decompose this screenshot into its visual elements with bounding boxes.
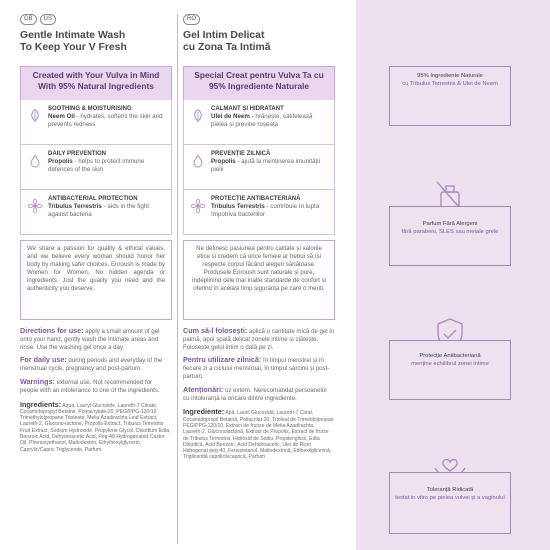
lead-banner: Created with Your Vulva in Mind With 95% Natural Ingredients [20,66,172,100]
claim-antibacterial-protection: Protecție Antibacteriană menține echilibrul zonei intime [389,340,511,400]
benefit-item: CALMANT ȘI HIDRATANT Ulei de Neem - hrănește, catifelează pielea și previne roșeața [183,100,335,145]
usage-instructions: Cum să-l folosești: aplică o cantitate mică de gel în palmă, apoi spală delicat zonele intime și clătește. Folosește gelul intim o dată pe zi. Pentru utilizare zilnică: în timpul menstrei și în fiecare zi a ciclului menstrual, în timpul sarcinii și post-partum. Atenționări: uz extern. Nerecomandat persoanelor cu intoleranță la oricare dintre ingrediente. [183,326,335,402]
benefit-item: PROTECȚIE ANTIBACTERIANĂ Tribulus Terrestris - contribuie în lupta împotriva bacteriilor [183,190,335,235]
ingredients-list: Ingrediente: Apă, Lauril Glucozidă, Laureth-7 Citrat, Cocamidopropil Betaină, Poliacrilat-20, Trioleat de Trimetilolpropan PEG/PPG-120/10, Extract de frunze de Melia Azadirachta, Laureth-2, Gluconolactonă, Extract de Propolis, Extract de fructe de Tribulus Terrestris, Hidroxid de Sodiu, Propilenglicol, Edta Disodică, Acid Benzoic, Acid Dehidroacetic, Ulei de Ricin Hidrogenat peg-40, Fenoxietanol, Maltodextrină, Etilhexilglicerină, Trigliceridă caprilică/caprică, Parfum [183,407,334,461]
flag-ro: RO [183,14,200,25]
leaf-icon [25,105,45,140]
benefit-item: ANTIBACTERIAL PROTECTION Tribulus Terrestris - aids in the fight against bacteria [20,190,172,235]
claim-natural-ingredients: 95% Ingrediente Naturale cu Tribulus Terrestris & Ulei de Neem [389,66,511,126]
benefit-item: PREVENȚIE ZILNICĂ Propolis - ajută la menținerea imunității pielii [183,145,335,190]
mission-statement: We share a passion for quality & ethical values, and we believe every woman should honor her body by making safer choices. Enroush is made by Women for Women. No hidden agenda or ingredients. Just the quality you need and the authenticity you deserve. [20,240,172,320]
leaf-icon [188,105,208,140]
english-column [20,14,172,453]
flag-gb: GB [20,14,37,25]
benefit-item: SOOTHING & MOISTURISING Neem Oil - hydrates, softens the skin and prevents redness [20,100,172,145]
romanian-column [183,14,335,461]
flower-icon [25,195,45,230]
drop-icon [25,150,45,185]
lead-banner: Special Creat pentru Vulva Ta cu 95% Ingrediente Naturale [183,66,335,100]
mission-statement: Ne definesc pasiunea pentru calitate și valorile etice și credem că orice femeie ar trebui să își respecte corpul făcând alegeri sănătoase. Produsele Enroush sunt naturale și pure, îndeplinind cele mai înalte standarde de confort și oferind în același timp siguranța pe care o meriți. [183,240,335,320]
language-flags [20,14,172,25]
claim-allergen-free-perfume: Parfum Fără Alergeni fără parabeni, SLES sau metale grele [389,206,511,266]
benefit-item: DAILY PREVENTION Propolis - helps to protect immune defences of the skin [20,145,172,190]
drop-icon [188,150,208,185]
product-title: Gentle Intimate Wash To Keep Your V Fresh [20,30,127,53]
column-divider [177,14,178,544]
ingredients-list: Ingredients: Aqua, Lauryl Glucoside, Laureth-7 Citrate, Cocamidopropyl Betaine, Polyacrylate-20, PEG/PPG-120/10 Trimethylolpropane Trioleate, Melia Azadirachta Leaf Extract, Laureth-2, Glucono-lactone, Propolis Extract, Tribulus Terrestris Fruit Extract, Sodium Hydroxide, Propylene Glycol, Disodium Edta, Benzoic Acid, Dehydroacetic Acid, Peg-40 Hydrogenated Castor Oil, Phenoxyethanol, Maltodextrin, Ethylhexylglycerin, Caprylic/Capric Triglyceride, Parfum [20,399,171,453]
language-flags [183,14,335,25]
flag-us: US [40,14,56,25]
flower-icon [188,195,208,230]
claim-high-tolerance: Toleranță Ridicată testat in vitro pe pielea vulvei și a vaginului [389,472,511,534]
product-title: Gel Intim Delicat cu Zona Ta Intimă [183,30,271,53]
usage-instructions: Directions for use: apply a small amount of gel onto your hand, gently wash the intimate areas and rinse. Use the washing gel once a day. For daily use: during periods and everyday of the menstrual cycle, pregnancy and post-partum. Warnings: external use. Not recommended for people with an intolerance to one of the ingredients. [20,326,163,394]
